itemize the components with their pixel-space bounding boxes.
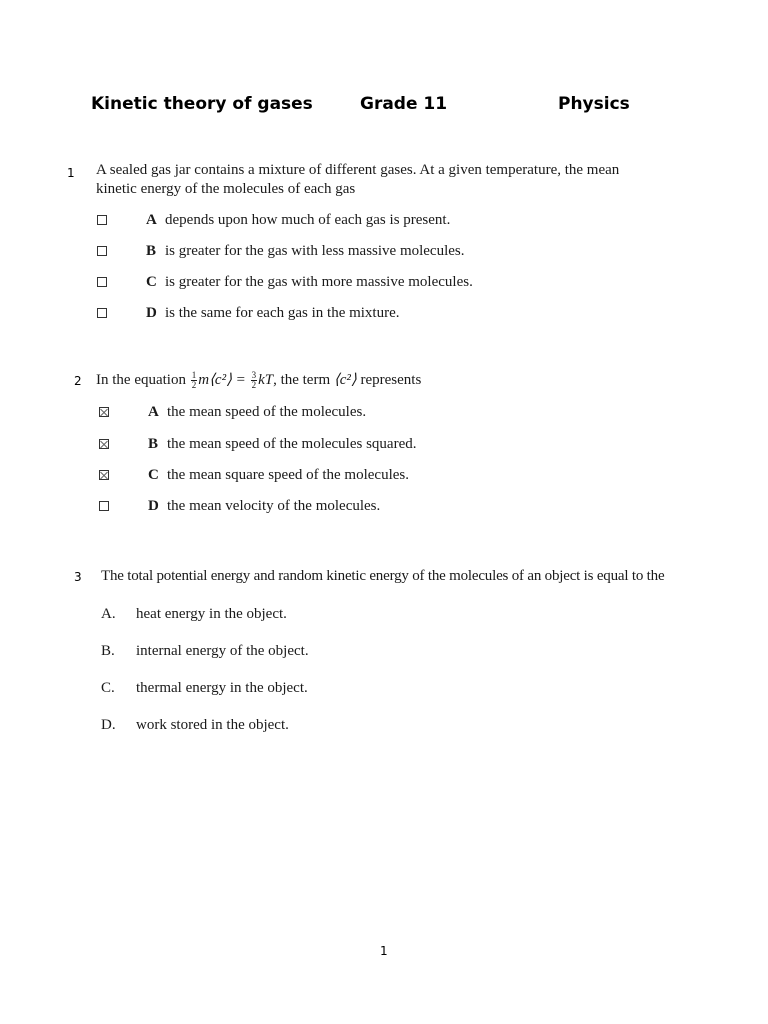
option-text: the mean velocity of the molecules.: [167, 497, 381, 514]
page-number: 1: [380, 944, 388, 958]
option-letter: A.: [101, 605, 116, 622]
question-stem-equation: [96, 370, 421, 390]
option-a[interactable]: [96, 402, 656, 422]
option-text: is the same for each gas in the mixture.: [165, 304, 400, 321]
checkbox-icon[interactable]: [97, 246, 107, 256]
option-text: work stored in the object.: [136, 716, 289, 733]
fraction-half: $\frac{1}{2}$: [191, 370, 197, 391]
question-stem: The total potential energy and random kinetic energy of the molecules of an object is equal to the: [101, 568, 665, 584]
checkbox-icon[interactable]: [99, 470, 109, 480]
question-stem: [96, 161, 619, 199]
checkbox-icon[interactable]: [97, 215, 107, 225]
stem-mid: , the term: [273, 372, 334, 388]
option-text: heat energy in the object.: [136, 605, 287, 622]
option-letter: B.: [101, 642, 115, 659]
option-text: depends upon how much of each gas is present.: [165, 211, 451, 228]
option-text: the mean speed of the molecules.: [167, 403, 367, 420]
checkbox-icon[interactable]: [97, 308, 107, 318]
option-c[interactable]: [101, 678, 501, 698]
equation-term: ⟨c²⟩: [333, 372, 357, 388]
option-letter: B: [148, 435, 159, 452]
option-letter: D: [146, 304, 157, 321]
option-text: internal energy of the object.: [136, 642, 309, 659]
stem-prefix: In the equation: [96, 372, 190, 388]
question-number: 2: [74, 374, 82, 388]
option-letter: C.: [101, 679, 115, 696]
option-text: thermal energy in the object.: [136, 679, 308, 696]
document-topic: Kinetic theory of gases: [91, 94, 313, 114]
checkbox-icon[interactable]: [99, 501, 109, 511]
option-d[interactable]: [96, 496, 656, 516]
option-text: is greater for the gas with more massive molecules.: [165, 273, 473, 290]
subject-label: Physics: [558, 94, 630, 114]
option-letter: D: [148, 497, 159, 514]
fraction-three-halves: $\frac{3}{2}$: [251, 370, 257, 391]
option-a[interactable]: [96, 210, 656, 230]
checkbox-icon[interactable]: [99, 439, 109, 449]
option-d[interactable]: [96, 303, 656, 323]
option-letter: C: [146, 273, 157, 290]
option-letter: A: [148, 403, 159, 420]
option-c[interactable]: [96, 272, 656, 292]
stem-line-2: kinetic energy of the molecules of each gas: [96, 181, 356, 197]
option-letter: D.: [101, 716, 116, 733]
option-text: is greater for the gas with less massive molecules.: [165, 242, 465, 259]
option-a[interactable]: [101, 604, 501, 624]
option-letter: A: [146, 211, 157, 228]
option-letter: C: [148, 466, 159, 483]
equation-left: m⟨c²⟩ =: [198, 372, 250, 388]
option-b[interactable]: [96, 434, 656, 454]
option-text: the mean speed of the molecules squared.: [167, 435, 417, 452]
stem-suffix: represents: [356, 372, 422, 388]
option-letter: B: [146, 242, 157, 259]
option-text: the mean square speed of the molecules.: [167, 466, 409, 483]
question-number: 1: [67, 166, 75, 180]
checkbox-icon[interactable]: [99, 407, 109, 417]
option-b[interactable]: [96, 241, 656, 261]
option-d[interactable]: [101, 715, 501, 735]
stem-line-1: A sealed gas jar contains a mixture of different gases. At a given temperature, the mean: [96, 162, 620, 178]
equation-right: kT: [258, 372, 274, 388]
question-number: 3: [74, 570, 82, 584]
grade-label: Grade 11: [360, 94, 448, 114]
checkbox-icon[interactable]: [97, 277, 107, 287]
option-c[interactable]: [96, 465, 656, 485]
option-b[interactable]: [101, 641, 501, 661]
